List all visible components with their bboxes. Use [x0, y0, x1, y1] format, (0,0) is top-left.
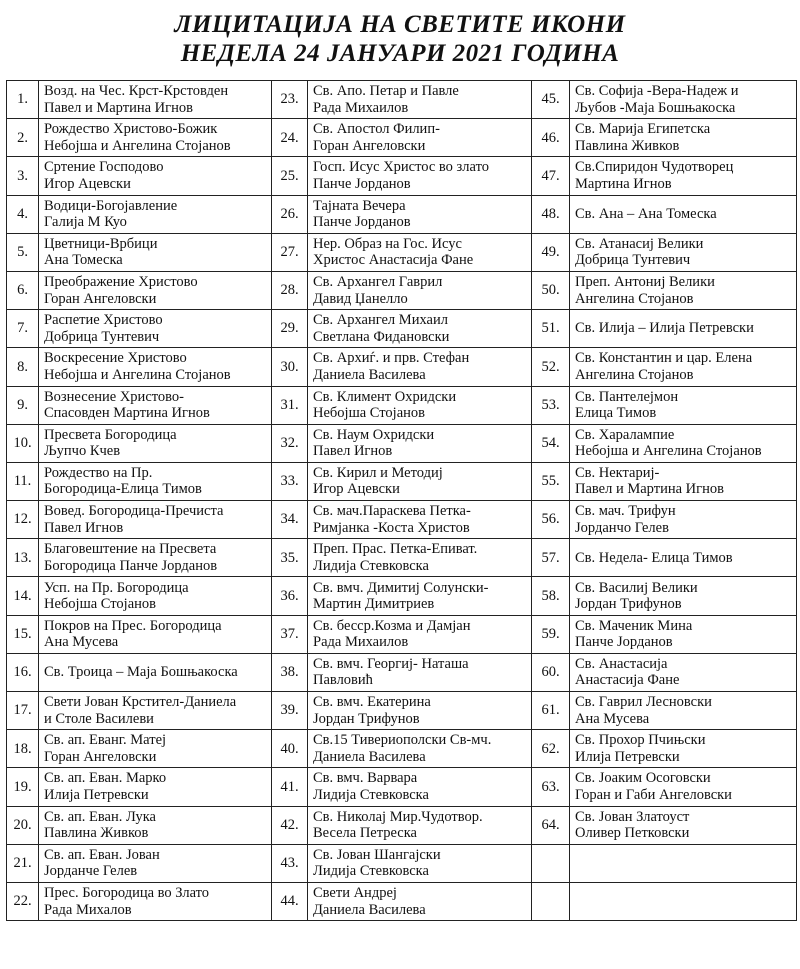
- donor-name: Панче Јорданов: [313, 175, 411, 192]
- entry-text: [39, 615, 272, 653]
- entry-text: [39, 348, 272, 386]
- icon-name: Тајната Вечера: [313, 197, 406, 214]
- entry-text: [308, 119, 532, 157]
- entry-number: 44.: [272, 882, 308, 920]
- entry-text: [570, 539, 797, 577]
- document-title: [0, 0, 800, 68]
- donor-name: Јордан Трифунов: [575, 596, 682, 613]
- table-row: [7, 157, 797, 195]
- title-line-2: НЕДЕЛА 24 ЈАНУАРИ 2021 ГОДИНА: [180, 40, 620, 67]
- donor-name: Љупчо Кчев: [44, 443, 121, 460]
- entry-text: [570, 233, 797, 271]
- entry-number: 28.: [272, 271, 308, 309]
- entry-number: 9.: [7, 386, 39, 424]
- donor-name: Давид Џанелло: [313, 290, 408, 307]
- donor-name: и Столе Василеви: [44, 710, 154, 727]
- donor-name: Небојша Стојанов: [313, 405, 425, 422]
- entry-text: [308, 768, 532, 806]
- entry-number: 24.: [272, 119, 308, 157]
- entry-text: [570, 157, 797, 195]
- icon-name: Преп. Прас. Петка-Епиват.: [313, 541, 478, 558]
- donor-name: Лидија Стевковска: [313, 786, 429, 803]
- entry-number: 32.: [272, 424, 308, 462]
- entry-number: [532, 882, 570, 920]
- donor-name: Ана Мусева: [44, 634, 119, 651]
- entry-text: [570, 119, 797, 157]
- donor-name: Богородица-Елица Тимов: [44, 481, 202, 498]
- entry-number: 34.: [272, 501, 308, 539]
- donor-name: Илија Петревски: [44, 786, 149, 803]
- table-row: [7, 233, 797, 271]
- entry-text: [308, 157, 532, 195]
- icon-name: Госп. Исус Христос во злато: [313, 159, 489, 176]
- icon-name: Прес. Богородица во Злато: [44, 885, 210, 902]
- entry-number: 4.: [7, 195, 39, 233]
- entry-text: [570, 882, 797, 920]
- entry-number: 56.: [532, 501, 570, 539]
- icon-name: Св. Јован Шангајски: [313, 846, 441, 863]
- icons-auction-table: [6, 80, 797, 921]
- entry-text: [570, 577, 797, 615]
- table-row: [7, 271, 797, 309]
- icon-name: Цветници-Врбици: [44, 235, 158, 252]
- icon-name: Св. Архангел Гаврил: [313, 274, 443, 291]
- entry-text: [39, 844, 272, 882]
- donor-name: Илија Петревски: [575, 748, 680, 765]
- icon-name: Преображение Христово: [44, 274, 198, 291]
- icon-name: Вознесение Христово-: [44, 388, 184, 405]
- entry-number: 63.: [532, 768, 570, 806]
- icon-name: Св. Јован Златоуст: [575, 808, 690, 825]
- entry-number: 61.: [532, 692, 570, 730]
- entry-number: 27.: [272, 233, 308, 271]
- donor-name: Рада Михалов: [44, 901, 132, 918]
- entry-number: 60.: [532, 653, 570, 691]
- donor-name: Павел Игнов: [44, 519, 124, 536]
- icon-name: Водици-Богојавление: [44, 197, 178, 214]
- donor-name: Весела Петреска: [313, 825, 417, 842]
- entry-text: [308, 271, 532, 309]
- entry-number: 38.: [272, 653, 308, 691]
- donor-name: Ангелина Стојанов: [575, 366, 694, 383]
- table-row: [7, 692, 797, 730]
- entry-text: [570, 310, 797, 348]
- icon-name: Св. Пантелејмон: [575, 388, 679, 405]
- icon-name: Св. Николај Мир.Чудотвор.: [313, 808, 483, 825]
- entry-text: [570, 424, 797, 462]
- icon-name: Св. Анастасија: [575, 655, 668, 672]
- icon-name: Св.Спиридон Чудотворец: [575, 159, 734, 176]
- donor-name: Павлина Живков: [44, 825, 149, 842]
- entry-number: 10.: [7, 424, 39, 462]
- entry-text: [39, 157, 272, 195]
- entry-number: 16.: [7, 653, 39, 691]
- entry-number: 6.: [7, 271, 39, 309]
- donor-name: Ангелина Стојанов: [575, 290, 694, 307]
- table-row: [7, 577, 797, 615]
- entry-text: [39, 882, 272, 920]
- icon-name: Св. Недела- Елица Тимов: [575, 549, 733, 566]
- donor-name: Ана Томеска: [44, 252, 123, 269]
- icon-name: Пресвета Богородица: [44, 426, 177, 443]
- donor-name: Горан Ангеловски: [44, 748, 157, 765]
- table-row: [7, 81, 797, 119]
- icon-name: Св. ап. Еван. Јован: [44, 846, 160, 863]
- entry-number: 11.: [7, 462, 39, 500]
- table-row: [7, 768, 797, 806]
- entry-number: 51.: [532, 310, 570, 348]
- icon-name: Воскресение Христово: [44, 350, 187, 367]
- entry-text: [39, 501, 272, 539]
- entry-number: 33.: [272, 462, 308, 500]
- entry-text: [308, 539, 532, 577]
- entry-text: [570, 806, 797, 844]
- entry-text: [308, 233, 532, 271]
- entry-text: [308, 844, 532, 882]
- entry-number: 22.: [7, 882, 39, 920]
- entry-number: 53.: [532, 386, 570, 424]
- icon-name: Св. мач.Параскева Петка-: [313, 503, 471, 520]
- icon-name: Св. ап. Еванг. Матеј: [44, 732, 167, 749]
- donor-name: Павлина Живков: [575, 137, 680, 154]
- icon-name: Усп. на Пр. Богородица: [44, 579, 189, 596]
- entry-number: 25.: [272, 157, 308, 195]
- donor-name: Игор Ацевски: [313, 481, 400, 498]
- donor-name: Павел Игнов: [313, 443, 393, 460]
- icon-name: Благовештение на Пресвета: [44, 541, 217, 558]
- donor-name: Оливер Петковски: [575, 825, 690, 842]
- donor-name: Ана Мусева: [575, 710, 650, 727]
- icon-name: Св. вмч. Димитиј Солунски-: [313, 579, 489, 596]
- entry-text: [570, 386, 797, 424]
- donor-name: Панче Јорданов: [575, 634, 673, 651]
- entry-text: [308, 81, 532, 119]
- icon-name: Св. мач. Трифун: [575, 503, 676, 520]
- donor-name: Горан и Габи Ангеловски: [575, 786, 732, 803]
- donor-name: Мартин Димитриев: [313, 596, 435, 613]
- table-row: [7, 310, 797, 348]
- donor-name: Добрица Тунтевич: [575, 252, 691, 269]
- donor-name: Римјанка -Коста Христов: [313, 519, 470, 536]
- donor-name: Лидија Стевковска: [313, 863, 429, 880]
- icon-name: Св. Маченик Мина: [575, 617, 693, 634]
- entry-text: [308, 310, 532, 348]
- entry-text: [39, 692, 272, 730]
- entry-number: 31.: [272, 386, 308, 424]
- icon-name: Св. Наум Охридски: [313, 426, 435, 443]
- icon-name: Св. Марија Египетска: [575, 121, 711, 138]
- icon-name: Св. Климент Охридски: [313, 388, 457, 405]
- entry-text: [570, 81, 797, 119]
- entry-number: 21.: [7, 844, 39, 882]
- donor-name: Светлана Фидановски: [313, 328, 450, 345]
- title-line-1: ЛИЦИТАЦИЈА НА СВЕТИТЕ ИКОНИ: [174, 11, 626, 38]
- icon-name: Св. Василиј Велики: [575, 579, 698, 596]
- icon-name: Возд. на Чес. Крст-Крстовден: [44, 83, 229, 100]
- entry-number: 29.: [272, 310, 308, 348]
- entry-text: [570, 653, 797, 691]
- entry-text: [39, 768, 272, 806]
- entry-text: [308, 730, 532, 768]
- entry-text: [39, 424, 272, 462]
- entry-text: [308, 386, 532, 424]
- entry-text: [570, 271, 797, 309]
- donor-name: Лидија Стевковска: [313, 557, 429, 574]
- entry-text: [39, 81, 272, 119]
- table-row: [7, 730, 797, 768]
- table-row: [7, 119, 797, 157]
- entry-text: [308, 882, 532, 920]
- entry-text: [308, 424, 532, 462]
- entry-text: [570, 844, 797, 882]
- entry-number: 40.: [272, 730, 308, 768]
- table-row: [7, 462, 797, 500]
- icon-name: Св. вмч. Екатерина: [313, 694, 431, 711]
- donor-name: Небојша и Ангелина Стојанов: [44, 366, 231, 383]
- entry-number: 52.: [532, 348, 570, 386]
- entry-number: 62.: [532, 730, 570, 768]
- entry-number: 59.: [532, 615, 570, 653]
- entry-number: 36.: [272, 577, 308, 615]
- table-row: [7, 615, 797, 653]
- donor-name: Горан Ангеловски: [44, 290, 157, 307]
- donor-name: Игор Ацевски: [44, 175, 131, 192]
- entry-text: [570, 692, 797, 730]
- entry-number: 48.: [532, 195, 570, 233]
- table-row: [7, 348, 797, 386]
- entry-text: [39, 119, 272, 157]
- entry-text: [570, 462, 797, 500]
- icon-name: Покров на Прес. Богородица: [44, 617, 222, 634]
- icon-name: Св. Гаврил Лесновски: [575, 694, 712, 711]
- entry-number: 2.: [7, 119, 39, 157]
- entry-text: [308, 462, 532, 500]
- donor-name: Горан Ангеловски: [313, 137, 426, 154]
- entry-text: [570, 730, 797, 768]
- entry-number: 30.: [272, 348, 308, 386]
- entry-text: [39, 730, 272, 768]
- table-row: [7, 195, 797, 233]
- donor-name: Богородица Панче Јорданов: [44, 557, 218, 574]
- entry-text: [308, 806, 532, 844]
- icon-name: Свети Јован Крстител-Даниела: [44, 694, 237, 711]
- icon-name: Св. вмч. Георгиј- Наташа: [313, 655, 469, 672]
- entry-number: 13.: [7, 539, 39, 577]
- icon-name: Св. бесср.Козма и Дамјан: [313, 617, 471, 634]
- entry-text: [39, 195, 272, 233]
- entry-text: [308, 195, 532, 233]
- entry-number: 55.: [532, 462, 570, 500]
- donor-name: Спасовден Мартина Игнов: [44, 405, 210, 422]
- entry-number: 64.: [532, 806, 570, 844]
- entry-text: [308, 653, 532, 691]
- entry-number: 26.: [272, 195, 308, 233]
- donor-name: Даниела Василева: [313, 366, 426, 383]
- icon-name: Св. Софија -Вера-Надеж и: [575, 83, 739, 100]
- entry-text: [570, 768, 797, 806]
- entry-number: 43.: [272, 844, 308, 882]
- entry-number: 19.: [7, 768, 39, 806]
- entry-number: 41.: [272, 768, 308, 806]
- donor-name: Галија М Куо: [44, 214, 127, 231]
- entry-number: 1.: [7, 81, 39, 119]
- donor-name: Рада Михаилов: [313, 99, 409, 116]
- table-row: [7, 844, 797, 882]
- table-row: [7, 501, 797, 539]
- entry-number: 15.: [7, 615, 39, 653]
- donor-name: Анастасија Фане: [575, 672, 680, 689]
- table-row: [7, 539, 797, 577]
- donor-name: Рада Михаилов: [313, 634, 409, 651]
- entry-text: [308, 348, 532, 386]
- table-row: [7, 882, 797, 920]
- entry-number: 35.: [272, 539, 308, 577]
- entry-text: [39, 386, 272, 424]
- icon-name: Св. Кирил и Методиј: [313, 464, 443, 481]
- table-row: [7, 386, 797, 424]
- table-row: [7, 424, 797, 462]
- entry-number: 12.: [7, 501, 39, 539]
- entry-text: [570, 615, 797, 653]
- donor-name: Небојша Стојанов: [44, 596, 156, 613]
- entry-text: [39, 310, 272, 348]
- donor-name: Христос Анастасија Фане: [313, 252, 474, 269]
- donor-name: Добрица Тунтевич: [44, 328, 160, 345]
- entry-number: 8.: [7, 348, 39, 386]
- icon-name: Св. Нектариј-: [575, 464, 660, 481]
- entry-number: 42.: [272, 806, 308, 844]
- icon-name: Рождество Христово-Божик: [44, 121, 218, 138]
- icon-name: Св. Харалампие: [575, 426, 675, 443]
- icon-name: Св. Прохор Пчињски: [575, 732, 706, 749]
- icon-name: Св. Архиѓ. и прв. Стефан: [313, 350, 470, 367]
- icon-name: Св. Ана – Ана Томеска: [575, 205, 717, 222]
- entry-number: 54.: [532, 424, 570, 462]
- icon-name: Св. ап. Еван. Лука: [44, 808, 156, 825]
- donor-name: Јордан Трифунов: [313, 710, 420, 727]
- entry-text: [308, 615, 532, 653]
- icon-name: Рождество на Пр.: [44, 464, 153, 481]
- icon-name: Св. Апо. Петар и Павле: [313, 83, 459, 100]
- donor-name: Љубов -Маја Бошњакоска: [575, 99, 736, 116]
- entry-number: 5.: [7, 233, 39, 271]
- table-row: [7, 806, 797, 844]
- donor-name: Јорданче Гелев: [44, 863, 138, 880]
- entry-text: [39, 539, 272, 577]
- entry-number: 17.: [7, 692, 39, 730]
- entry-number: 14.: [7, 577, 39, 615]
- entry-text: [39, 806, 272, 844]
- donor-name: Панче Јорданов: [313, 214, 411, 231]
- entry-number: 7.: [7, 310, 39, 348]
- icon-name: Нер. Образ на Гос. Исус: [313, 235, 462, 252]
- donor-name: Небојша и Ангелина Стојанов: [44, 137, 231, 154]
- entry-number: 39.: [272, 692, 308, 730]
- donor-name: Мартина Игнов: [575, 175, 672, 192]
- table-row: [7, 653, 797, 691]
- entry-number: 23.: [272, 81, 308, 119]
- icon-name: Св.15 Тивериополски Св-мч.: [313, 732, 492, 749]
- icon-name: Св. Архангел Михаил: [313, 312, 448, 329]
- entry-text: [39, 653, 272, 691]
- entry-text: [570, 348, 797, 386]
- entry-text: [308, 501, 532, 539]
- entry-text: [39, 233, 272, 271]
- entry-text: [308, 577, 532, 615]
- donor-name: Павловић: [313, 672, 373, 689]
- entry-number: [532, 844, 570, 882]
- icon-name: Вовед. Богородица-Пречиста: [44, 503, 224, 520]
- entry-number: 58.: [532, 577, 570, 615]
- donor-name: Павел и Мартина Игнов: [44, 99, 193, 116]
- donor-name: Елица Тимов: [575, 405, 657, 422]
- entry-text: [570, 195, 797, 233]
- entry-number: 37.: [272, 615, 308, 653]
- entry-text: [570, 501, 797, 539]
- icon-name: Св. Апостол Филип-: [313, 121, 440, 138]
- entry-number: 57.: [532, 539, 570, 577]
- icon-name: Св. Атанасиј Велики: [575, 235, 704, 252]
- icon-name: Распетие Христово: [44, 312, 163, 329]
- entry-text: [39, 462, 272, 500]
- entry-number: 45.: [532, 81, 570, 119]
- entry-text: [39, 271, 272, 309]
- entry-number: 49.: [532, 233, 570, 271]
- donor-name: Небојша и Ангелина Стојанов: [575, 443, 762, 460]
- icon-name: Сртение Господово: [44, 159, 164, 176]
- icon-name: Св. Илија – Илија Петревски: [575, 320, 754, 337]
- donor-name: Даниела Василева: [313, 748, 426, 765]
- icon-name: Св. ап. Еван. Марко: [44, 770, 167, 787]
- entry-number: 18.: [7, 730, 39, 768]
- entry-text: [308, 692, 532, 730]
- icon-name: Св. Троица – Маја Бошњакоска: [44, 664, 238, 681]
- entry-number: 50.: [532, 271, 570, 309]
- donor-name: Јорданчо Гелев: [575, 519, 669, 536]
- entry-number: 46.: [532, 119, 570, 157]
- icon-name: Св. вмч. Варвара: [313, 770, 418, 787]
- icon-name: Св. Константин и цар. Елена: [575, 350, 753, 367]
- donor-name: Павел и Мартина Игнов: [575, 481, 724, 498]
- entry-text: [39, 577, 272, 615]
- entry-number: 20.: [7, 806, 39, 844]
- icon-name: Свети Андреј: [313, 885, 397, 902]
- entry-number: 47.: [532, 157, 570, 195]
- donor-name: Даниела Василева: [313, 901, 426, 918]
- icon-name: Св. Јоаким Осоговски: [575, 770, 711, 787]
- entry-number: 3.: [7, 157, 39, 195]
- icon-name: Преп. Антониј Велики: [575, 274, 715, 291]
